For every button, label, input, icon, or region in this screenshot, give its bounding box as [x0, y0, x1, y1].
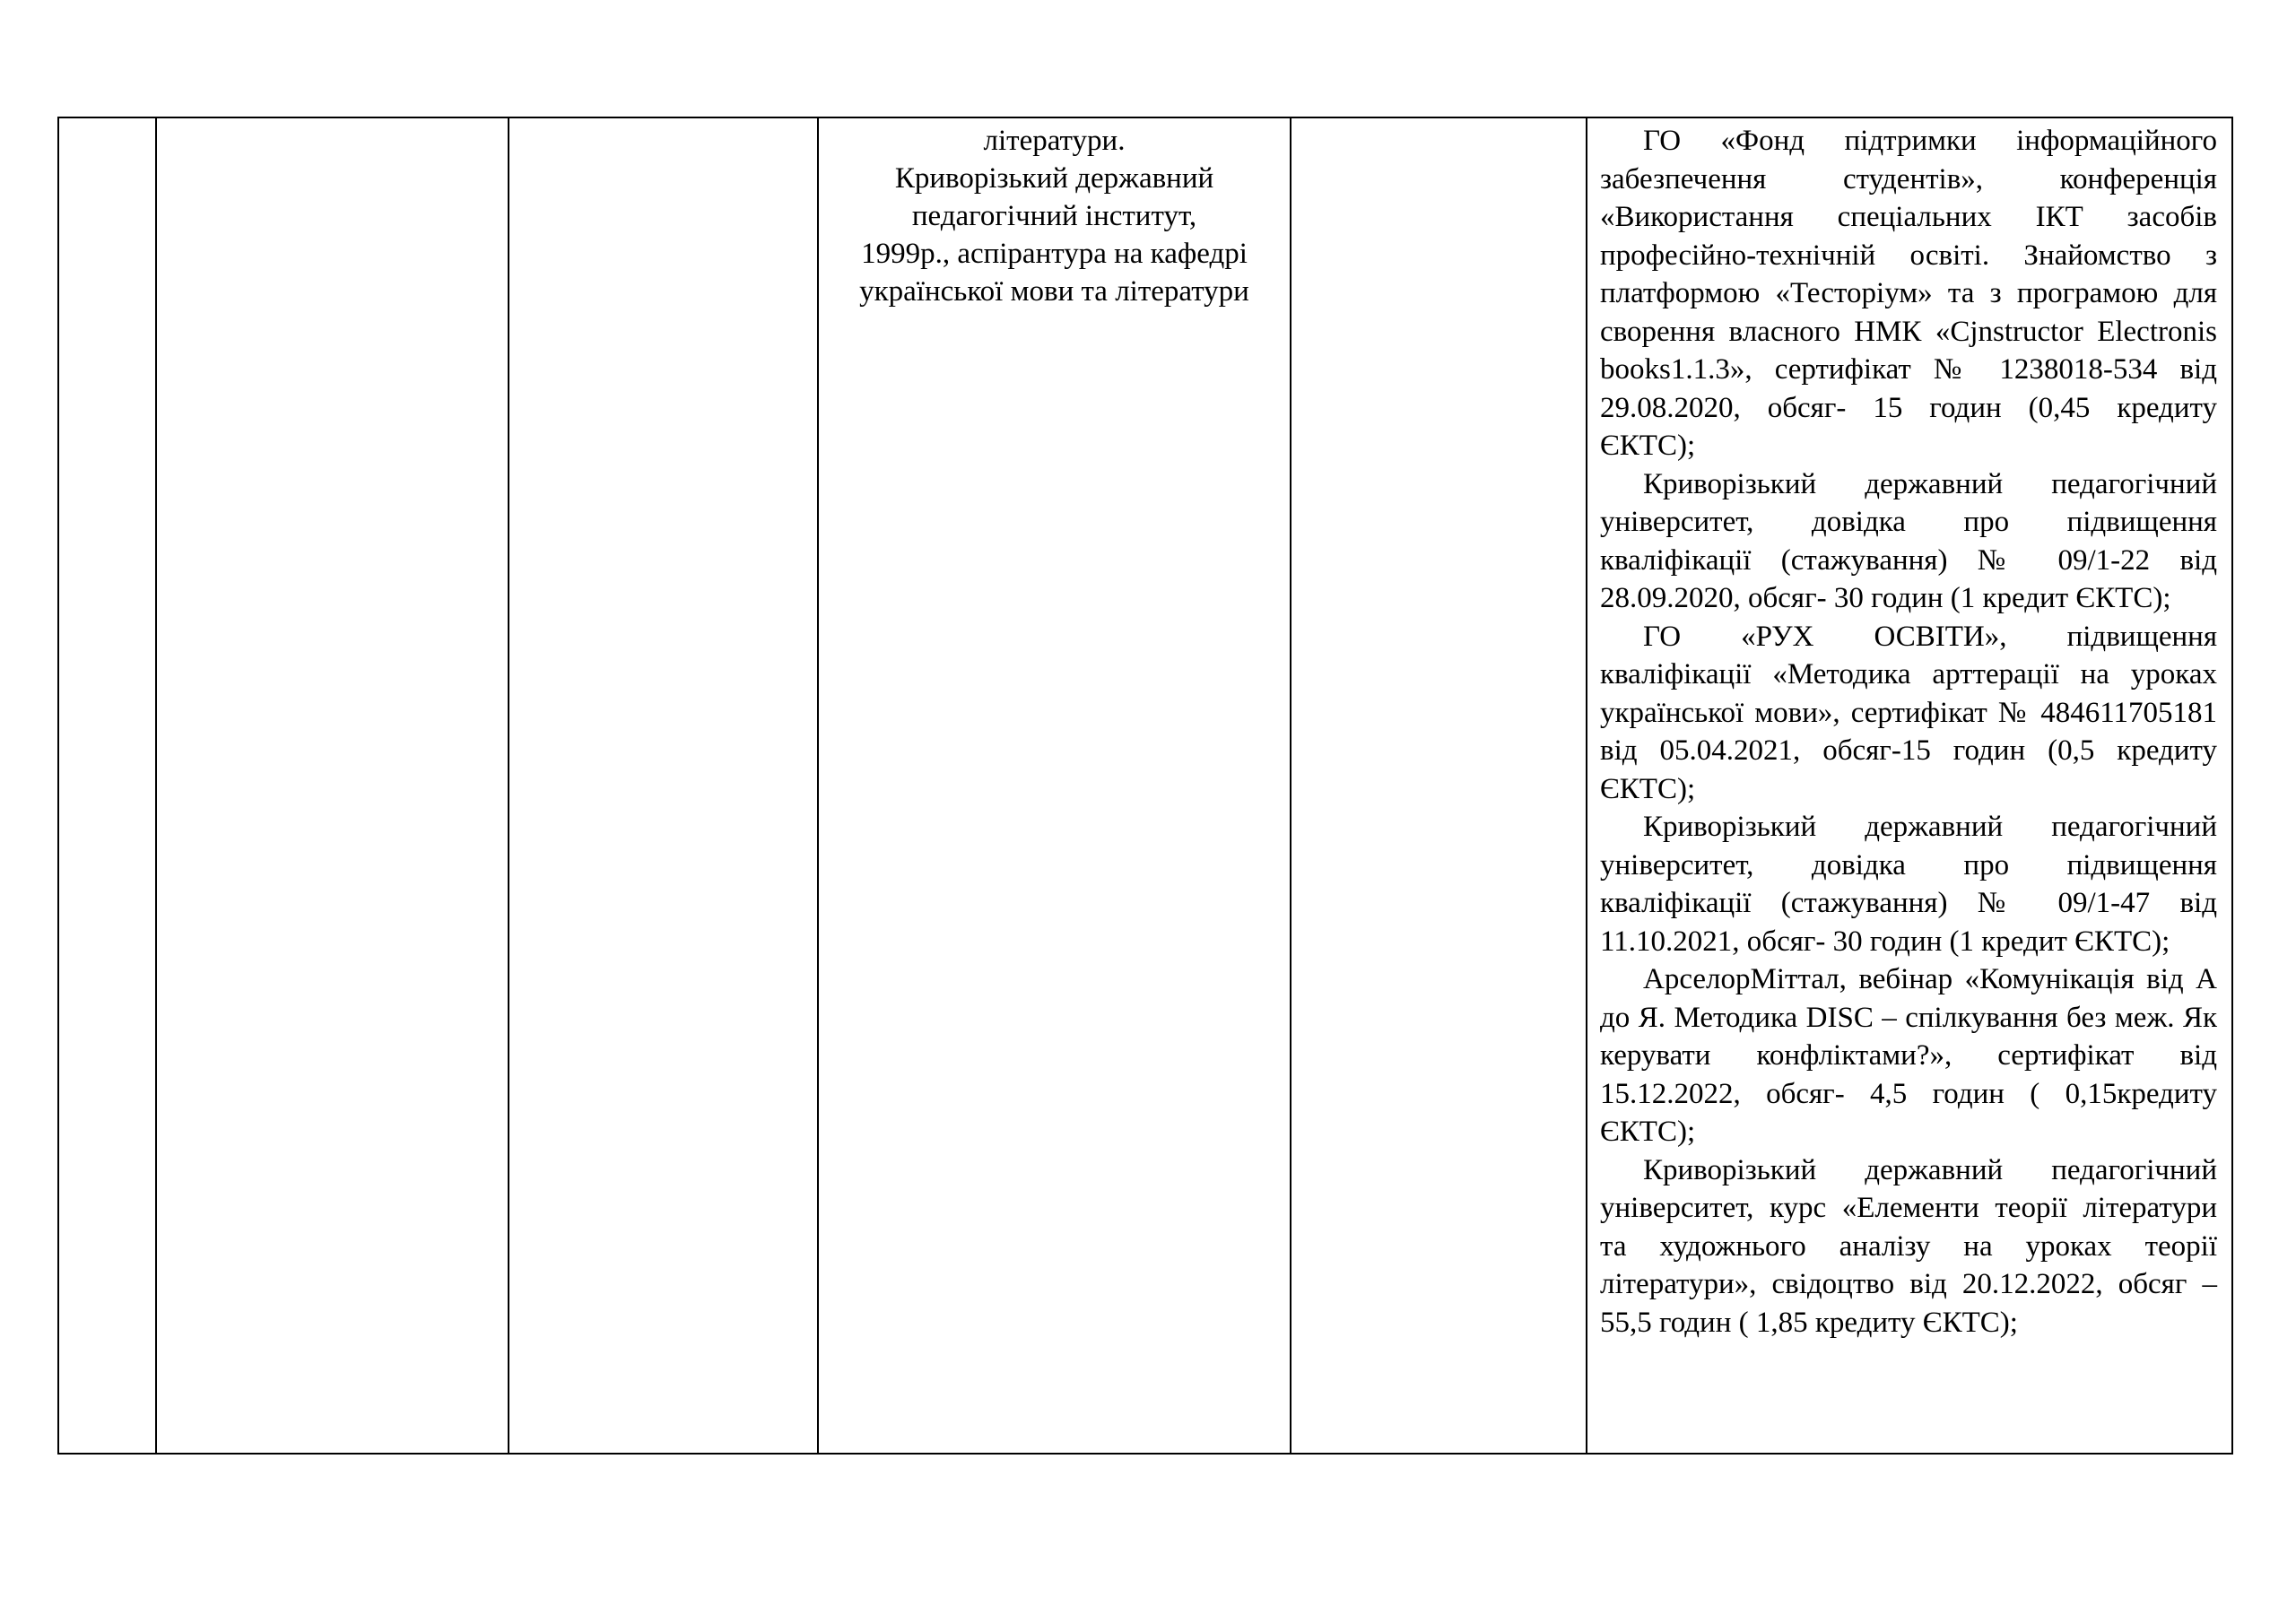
experience-cell: [1291, 117, 1587, 1454]
staff-table: [57, 117, 2233, 1455]
qualification-entry: Криворізький державний педагогічний університет, довідка про підвищення кваліфікації (стажування) № 09/1-22 від 28.09.2020, обсяг- 30 годин (1 кредит ЄКТС);: [1600, 467, 2217, 614]
education-line: 1999р., аспірантура на кафедрі: [861, 238, 1248, 270]
qualification-entry: Криворізький державний педагогічний університет, довідка про підвищення кваліфікації (стажування) № 09/1-47 від 11.10.2021, обсяг- 30 годин (1 кредит ЄКТС);: [1600, 811, 2217, 958]
education-cell: [818, 117, 1291, 1454]
education-line: української мови та літератури: [859, 275, 1249, 308]
education-line: літератури.: [983, 125, 1126, 157]
table-row: [58, 117, 2232, 1454]
name-cell: [156, 117, 509, 1454]
qualification-entry: Криворізький державний педагогічний університет, курс «Елементи теорії літератури та художнього аналізу на уроках теорії літератури», свідоцтво від 20.12.2022, обсяг – 55,5 годин ( 1,85 кредиту ЄКТС);: [1600, 1153, 2217, 1339]
qualification-entry: ГО «РУХ ОСВІТИ», підвищення кваліфікації «Методика арттерації на уроках української мови», сертифікат № 484611705181 від 05.04.2021, обсяг-15 годин (0,5 кредиту ЄКТС);: [1600, 620, 2217, 805]
number-cell: [58, 117, 156, 1454]
position-cell: [509, 117, 818, 1454]
education-line: педагогічний інститут,: [911, 200, 1197, 232]
education-line: Криворізький державний: [894, 162, 1214, 195]
qualification-entry: АрселорМіттал, вебінар «Комунікація від А до Я. Методика DISC – спілкування без меж. Як керувати конфліктами?», сертифікат від 15.12.2022, обсяг- 4,5 годин ( 0,15кредиту ЄКТС);: [1600, 963, 2217, 1148]
qualification-cell: [1587, 117, 2232, 1454]
qualification-entry: ГО «Фонд підтримки інформаційного забезпечення студентів», конференція «Використання спеціальних ІКТ засобів професійно-технічній освіті. Знайомство з платформою «Тесторіум» та з програмою для сворення власного НМК «Cjnstructor Electronis books1.1.3», сертифікат № 1238018-534 від 29.08.2020, обсяг- 15 годин (0,45 кредиту ЄКТС);: [1600, 125, 2217, 462]
